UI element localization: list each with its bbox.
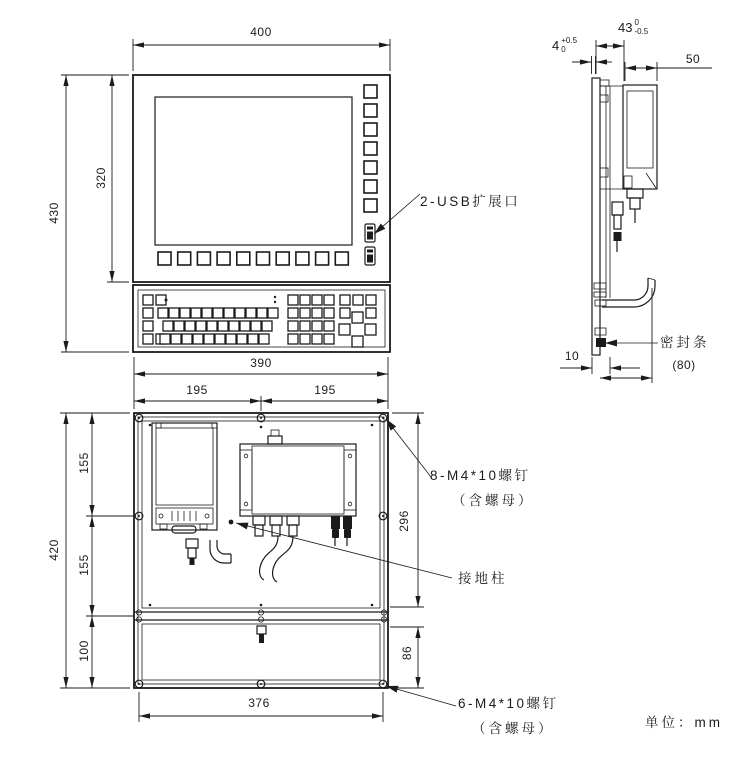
screws6-note: （含螺母） [472, 721, 555, 736]
keyboard-key [312, 321, 322, 331]
side-module-box [623, 85, 657, 189]
cable [210, 540, 231, 563]
dim-side-panel: 4 [552, 37, 560, 53]
dim-side-depth: 43 [618, 19, 633, 35]
dim-mid-left: 195 [186, 383, 208, 397]
softkey-button [296, 252, 309, 265]
keyboard-key [218, 321, 228, 331]
keyboard-key [143, 334, 153, 344]
dim-front-height: 430 [47, 202, 61, 224]
keyboard-key [180, 308, 190, 318]
keyboard-key [246, 308, 256, 318]
dim-side-module-depth: 50 [685, 52, 701, 66]
dim-side-cable: (80) [672, 358, 696, 372]
softkey-button [364, 85, 377, 98]
keyboard-key [169, 308, 179, 318]
screws6-leader-line [386, 686, 456, 706]
keyboard-key [202, 308, 212, 318]
screws8-label: 8-M4*10螺钉 [430, 468, 531, 483]
softkey-button [364, 199, 377, 212]
keyboard-key [300, 334, 310, 344]
dim-side-depth-tol-bottom: -0.5 [634, 27, 649, 36]
keyboard-key [340, 308, 350, 318]
front-view [133, 75, 390, 352]
softkey-button [335, 252, 348, 265]
keyboard-key [182, 334, 192, 344]
keyboard-key [324, 295, 334, 305]
rear-leaders [236, 419, 456, 706]
keyboard-key [300, 295, 310, 305]
keyboard-key [300, 308, 310, 318]
keyboard-key [257, 308, 267, 318]
softkey-column [364, 85, 377, 212]
keyboard-key [207, 321, 217, 331]
keyboard-key [171, 334, 181, 344]
ground-post-label: 接地柱 [458, 571, 508, 586]
keyboard-key [229, 321, 239, 331]
psu-vent-grid [156, 428, 213, 505]
keyboard-key [340, 295, 350, 305]
cable [217, 540, 231, 554]
dim-side-panel-tol-top: +0.5 [561, 36, 578, 45]
keyboard-key [324, 308, 334, 318]
display-screen [155, 97, 352, 245]
bottom-connector [259, 634, 264, 643]
keyboard-key [235, 308, 245, 318]
keyboard-section [133, 285, 390, 352]
keyboard-key [366, 308, 376, 318]
heatsink-module [240, 430, 356, 516]
side-vent-grid [627, 91, 653, 168]
keyboard-key [288, 308, 298, 318]
keyboard-key [163, 321, 173, 331]
seal-strip-label: 密封条 [660, 335, 710, 350]
softkey-button [364, 180, 377, 193]
softkey-button [364, 161, 377, 174]
dim-rear-bottom: 376 [248, 696, 270, 710]
screws6-label: 6-M4*10螺钉 [458, 696, 559, 711]
dim-rear-lower: 86 [400, 645, 414, 661]
keyboard-key [259, 334, 269, 344]
keyboard-keys [143, 295, 376, 347]
keyboard-key [158, 308, 168, 318]
mounting-screws [135, 414, 387, 688]
softkey-button [364, 123, 377, 136]
keyboard-key [185, 321, 195, 331]
keyboard-key [215, 334, 225, 344]
keyboard-key [312, 308, 322, 318]
keyboard-key [174, 321, 184, 331]
dim-rear-seg3: 100 [77, 640, 91, 662]
dim-rear-upper: 296 [397, 510, 411, 532]
keyboard-key [324, 334, 334, 344]
ground-post [229, 520, 234, 525]
rear-view [134, 413, 388, 688]
psu-terminal-strip [156, 508, 213, 524]
keyboard-key [251, 321, 261, 331]
dim-screen-height: 320 [94, 167, 108, 189]
softkey-button [257, 252, 270, 265]
keyboard-key [324, 321, 334, 331]
softkey-button [316, 252, 329, 265]
dim-rear-seg1: 155 [77, 452, 91, 474]
keyboard-key [312, 295, 322, 305]
dim-side-depth-tol [618, 18, 648, 36]
keyboard-key [204, 334, 214, 344]
side-panel-profile [592, 78, 600, 355]
keyboard-key [240, 321, 250, 331]
keyboard-key [143, 295, 153, 305]
led-indicator [165, 299, 168, 302]
softkey-button [364, 142, 377, 155]
cable [260, 536, 278, 580]
screws8-note: （含螺母） [452, 493, 535, 508]
keyboard-key [288, 295, 298, 305]
arrow-key [352, 312, 363, 323]
usb-ports [365, 224, 375, 265]
keyboard-key [160, 334, 170, 344]
keyboard-key [191, 308, 201, 318]
softkey-button [276, 252, 289, 265]
keyboard-key [213, 308, 223, 318]
keyboard-key [193, 334, 203, 344]
dim-side-panel-tol [552, 36, 577, 54]
dim-front-width: 400 [250, 25, 272, 39]
softkey-button [178, 252, 191, 265]
keyboard-key [288, 334, 298, 344]
led-indicator [274, 301, 276, 303]
dim-side-flange: 10 [564, 349, 580, 363]
softkey-button [197, 252, 210, 265]
keyboard-key [143, 321, 153, 331]
keyboard-key [196, 321, 206, 331]
keyboard-key [268, 308, 278, 318]
keyboard-key [366, 295, 376, 305]
softkey-row [158, 252, 348, 265]
arrow-key [365, 324, 376, 335]
dim-rear-seg2: 155 [77, 554, 91, 576]
side-view [592, 78, 657, 355]
keyboard-key [312, 334, 322, 344]
rear-dimensions [60, 413, 424, 722]
keyboard-key [237, 334, 247, 344]
keyboard-key [143, 308, 153, 318]
dim-rear-height: 420 [47, 539, 61, 561]
dim-side-panel-tol-bottom: 0 [561, 45, 566, 54]
led-indicator [274, 296, 276, 298]
softkey-button [217, 252, 230, 265]
arrow-key [352, 336, 363, 347]
seal-strip [596, 338, 606, 347]
heatsink-fitting [268, 436, 282, 444]
keyboard-key [353, 295, 363, 305]
softkey-button [158, 252, 171, 265]
keyboard-key [288, 321, 298, 331]
softkey-button [237, 252, 250, 265]
keyboard-key [226, 334, 236, 344]
dim-mid-right: 195 [314, 383, 336, 397]
units-note: 单位：mm [645, 715, 723, 730]
usb-callout-label: 2-USB扩展口 [420, 194, 521, 209]
keyboard-key [300, 321, 310, 331]
dim-mid-width: 390 [250, 356, 272, 370]
usb-leader-line [374, 194, 420, 234]
arrow-key [339, 324, 350, 335]
keyboard-key [224, 308, 234, 318]
dim-side-depth-tol-top: 0 [634, 18, 639, 27]
softkey-button [364, 104, 377, 117]
keyboard-key [262, 321, 272, 331]
side-connectors [612, 189, 643, 252]
cable [273, 536, 293, 582]
power-supply-module [152, 423, 217, 533]
keyboard-key [248, 334, 258, 344]
screws8-leader-line [386, 419, 431, 477]
heatsink-fins [252, 446, 344, 514]
